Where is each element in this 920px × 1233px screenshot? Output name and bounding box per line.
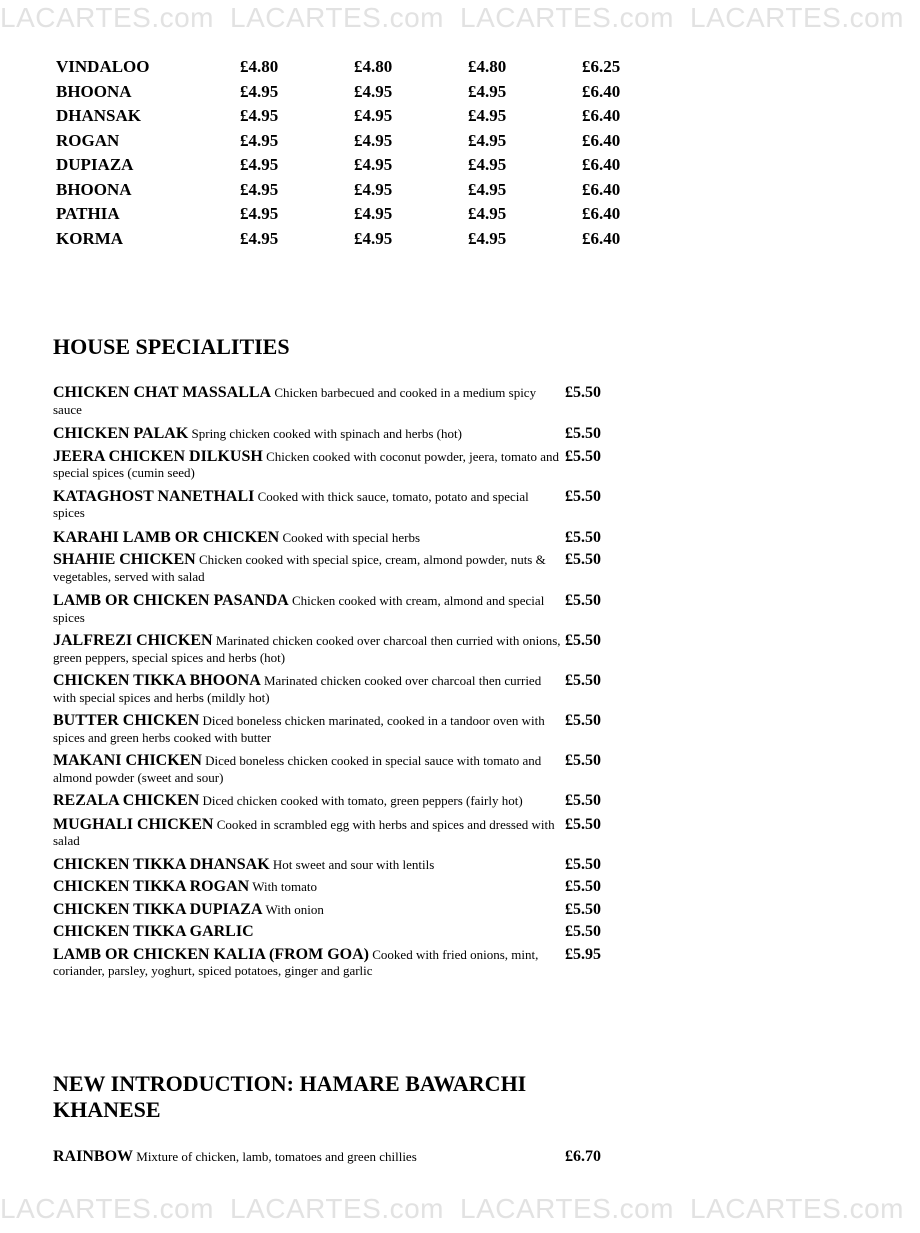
price: £6.40 <box>582 130 621 150</box>
section-title-house-specialities: HOUSE SPECIALITIES <box>53 334 290 359</box>
dish-price: £5.50 <box>565 923 601 940</box>
dish-description: Diced chicken cooked with tomato, green peppers (fairly hot) <box>202 793 523 808</box>
price: £4.95 <box>240 106 279 125</box>
dish-name: JEERA CHICKEN DILKUSH <box>53 447 263 465</box>
dish-price: £5.50 <box>565 592 601 609</box>
price: £4.95 <box>354 106 393 125</box>
dish-description: Cooked with thick sauce, tomato, potato and special spices <box>53 488 529 520</box>
list-item <box>53 633 613 666</box>
price: £4.95 <box>468 155 507 174</box>
dish-price: £5.50 <box>565 487 601 505</box>
list-item <box>53 857 613 874</box>
table-row <box>56 106 656 131</box>
list-item <box>53 713 613 746</box>
dish-name: KARAHI LAMB OR CHICKEN <box>53 528 280 546</box>
list-item <box>53 879 613 896</box>
dish-price: £5.95 <box>565 945 601 963</box>
dish-name: REZALA CHICKEN <box>53 792 200 809</box>
dish-description: With tomato <box>252 879 318 894</box>
dish-description: Cooked with special herbs <box>282 529 421 545</box>
price: £6.40 <box>582 228 621 248</box>
list-item <box>53 793 613 810</box>
price: £4.95 <box>468 81 507 101</box>
price: £4.95 <box>354 179 393 199</box>
dish-price: £5.50 <box>565 792 601 809</box>
dish-description: Chicken barbecued and cooked in a medium spicy sauce <box>53 385 537 417</box>
price: £4.95 <box>354 81 393 101</box>
dish-description: Marinated chicken cooked over charcoal then curried with onions, green peppers, special spices and herbs (hot) <box>53 633 561 665</box>
dish-name: KORMA <box>56 228 124 248</box>
list-item <box>53 385 613 418</box>
dish-name: SHAHIE CHICKEN <box>53 551 196 568</box>
dish-name: KATAGHOST NANETHALI <box>53 487 255 505</box>
watermark-top: LACARTES.com LACARTES.com LACARTES.com LACARTES.com <box>0 2 904 33</box>
list-item <box>53 753 613 786</box>
dish-name: MAKANI CHICKEN <box>53 752 202 769</box>
price: £6.40 <box>582 155 621 174</box>
price: £4.95 <box>468 228 507 248</box>
price: £6.40 <box>582 81 621 101</box>
price: £4.95 <box>468 130 507 150</box>
price: £4.95 <box>354 130 393 150</box>
dish-price: £5.50 <box>565 815 601 833</box>
price: £4.95 <box>354 155 393 174</box>
list-item <box>53 1149 613 1166</box>
price: £4.95 <box>240 228 279 248</box>
dish-name: DHANSAK <box>56 106 142 125</box>
list-item <box>53 489 613 522</box>
list-item <box>53 530 613 547</box>
dish-price: £5.50 <box>565 447 601 465</box>
watermark-bottom: LACARTES.com LACARTES.com LACARTES.com LACARTES.com <box>0 1193 904 1224</box>
dish-price: £5.50 <box>565 632 601 649</box>
dish-price: £5.50 <box>565 672 601 689</box>
dish-price: £5.50 <box>565 878 601 895</box>
dish-description: Diced boneless chicken cooked in special sauce with tomato and almond powder (sweet and sour) <box>53 753 542 785</box>
table-row <box>56 180 656 205</box>
price: £6.40 <box>582 204 621 223</box>
list-item <box>53 817 613 850</box>
price: £4.95 <box>468 106 507 125</box>
dish-name: VINDALOO <box>56 57 150 76</box>
dish-description: Cooked with fried onions, mint, coriander, parsley, yoghurt, spiced potatoes, ginger and garlic <box>53 946 539 978</box>
dish-description: Hot sweet and sour with lentils <box>272 856 435 872</box>
dish-price: £5.50 <box>565 855 601 873</box>
dish-name: RAINBOW <box>53 1148 134 1165</box>
table-row <box>56 155 656 180</box>
price: £4.80 <box>354 57 393 76</box>
list-item <box>53 673 613 706</box>
table-row <box>56 229 656 254</box>
dish-name: DUPIAZA <box>56 155 134 174</box>
list-item <box>53 449 613 482</box>
price: £4.95 <box>354 228 393 248</box>
dish-description: Cooked in scrambled egg with herbs and spices and dressed with salad <box>53 816 555 848</box>
dish-name: LAMB OR CHICKEN KALIA (FROM GOA) <box>53 945 369 963</box>
table-row <box>56 82 656 107</box>
dish-price: £5.50 <box>565 712 601 729</box>
dish-name: CHICKEN PALAK <box>53 425 189 442</box>
price: £4.95 <box>240 155 279 174</box>
table-row <box>56 204 656 229</box>
dish-name: MUGHALI CHICKEN <box>53 815 214 833</box>
dish-name: BUTTER CHICKEN <box>53 712 200 729</box>
section-title-new-introduction: NEW INTRODUCTION: HAMARE BAWARCHI KHANESE <box>53 1071 527 1122</box>
curry-price-table <box>56 57 656 253</box>
dish-description: Chicken cooked with coconut powder, jeera, tomato and special spices (cumin seed) <box>53 448 560 480</box>
list-item <box>53 947 613 980</box>
dish-description: With onion <box>265 901 324 917</box>
list-item <box>53 924 613 941</box>
dish-price: £5.50 <box>565 900 601 918</box>
price: £4.95 <box>240 179 279 199</box>
table-row <box>56 57 656 82</box>
dish-price: £6.70 <box>565 1148 601 1165</box>
dish-name: LAMB OR CHICKEN PASANDA <box>53 592 289 609</box>
dish-price: £5.50 <box>565 528 601 546</box>
table-row <box>56 131 656 156</box>
dish-name: CHICKEN TIKKA DUPIAZA <box>53 900 263 918</box>
price: £4.95 <box>240 81 279 101</box>
dish-description: Mixture of chicken, lamb, tomatoes and green chillies <box>136 1149 417 1164</box>
dish-price: £5.50 <box>565 752 601 769</box>
dish-description: Chicken cooked with special spice, cream, almond powder, nuts & vegetables, served with salad <box>53 552 546 584</box>
dish-description: Chicken cooked with cream, almond and special spices <box>53 593 545 625</box>
price: £4.95 <box>468 179 507 199</box>
price: £6.40 <box>582 106 621 125</box>
new-introduction-list <box>53 1149 613 1166</box>
dish-name: PATHIA <box>56 204 120 223</box>
list-item <box>53 593 613 626</box>
dish-name: CHICKEN TIKKA BHOONA <box>53 672 261 689</box>
price: £4.95 <box>354 204 393 223</box>
dish-name: CHICKEN TIKKA ROGAN <box>53 878 250 895</box>
price: £4.80 <box>240 57 279 76</box>
price: £6.40 <box>582 179 621 199</box>
list-item <box>53 552 613 585</box>
dish-name: CHICKEN TIKKA GARLIC <box>53 923 254 940</box>
price: £4.95 <box>468 204 507 223</box>
dish-price: £5.50 <box>565 384 601 401</box>
dish-name: JALFREZI CHICKEN <box>53 632 213 649</box>
dish-price: £5.50 <box>565 425 601 442</box>
dish-name: BHOONA <box>56 179 132 199</box>
dish-description: Diced boneless chicken marinated, cooked in a tandoor oven with spices and green herbs cooked with butter <box>53 713 545 745</box>
dish-name: CHICKEN TIKKA DHANSAK <box>53 855 270 873</box>
list-item <box>53 902 613 919</box>
list-item <box>53 426 613 443</box>
dish-price: £5.50 <box>565 551 601 568</box>
house-specialities-list <box>53 385 613 980</box>
price: £4.95 <box>240 204 279 223</box>
dish-name: CHICKEN CHAT MASSALLA <box>53 384 272 401</box>
dish-name: ROGAN <box>56 130 120 150</box>
price: £4.80 <box>468 57 507 76</box>
price: £6.25 <box>582 57 621 76</box>
dish-description: Marinated chicken cooked over charcoal then curried with special spices and herbs (mildly hot) <box>53 673 542 705</box>
dish-description: Spring chicken cooked with spinach and herbs (hot) <box>191 426 462 441</box>
price: £4.95 <box>240 130 279 150</box>
dish-name: BHOONA <box>56 81 132 101</box>
